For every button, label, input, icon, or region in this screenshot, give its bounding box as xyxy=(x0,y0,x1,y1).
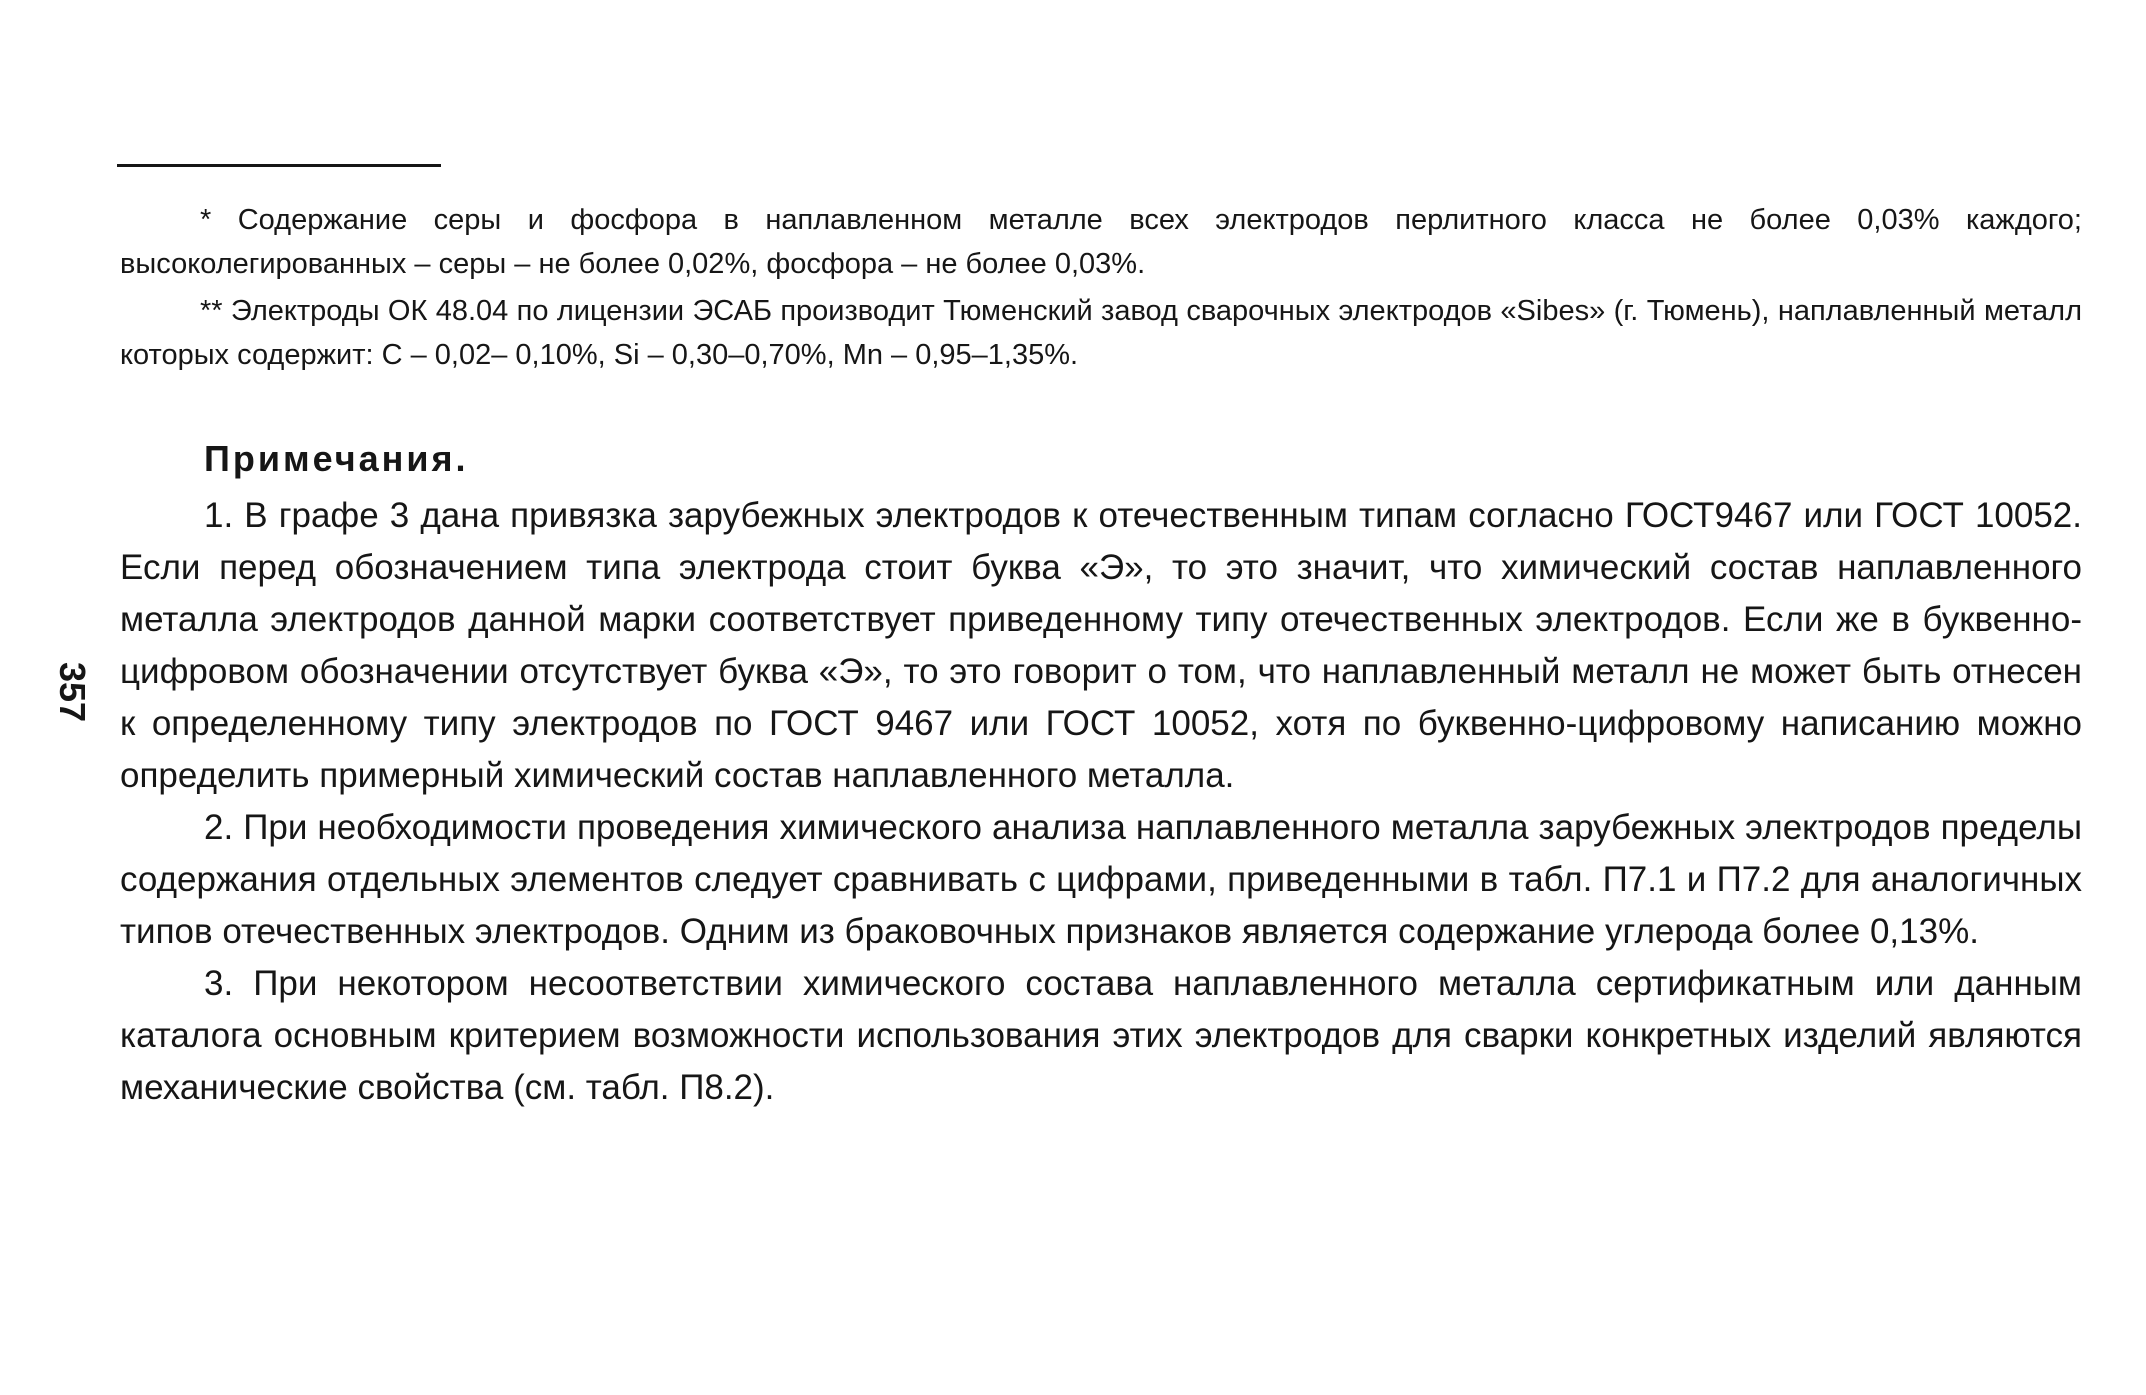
footnote-separator-rule xyxy=(117,164,441,167)
footnote-ok-48-04-electrodes: ** Электроды ОК 48.04 по лицензии ЭСАБ производит Тюменский завод сварочных электродов «Sibes» (г. Тюмень), наплавленный металл которых содержит: С – 0,02– 0,10%, Si – 0,30–0,70%, Mn – 0,95–1,35%. xyxy=(120,295,2082,371)
note-item-1: 1. В графе 3 дана привязка зарубежных электродов к отечественным типам согласно ГОСТ9467 или ГОСТ 10052. Если перед обозначением типа электрода стоит буква «Э», то это значит, что химический состав наплавленного металла электродов данной марки соответствует приведенному типу отечественных электродов. Если же в буквенно-цифровом обозначении отсутствует буква «Э», то это говорит о том, что наплавленный металл не может быть отнесен к определенному типу электродов по ГОСТ 9467 или ГОСТ 10052, хотя по буквенно-цифровому написанию можно определить примерный химический состав наплавленного металла. xyxy=(120,496,2082,795)
notes-section xyxy=(120,432,2082,1114)
note-item-2: 2. При необходимости проведения химического анализа наплавленного металла зарубежных электродов пределы содержания отдельных элементов следует сравнивать с цифрами, приведенными в табл. П7.1 и П7.2 для аналогичных типов отечественных электродов. Одним из браковочных признаков является содержание углерода более 0,13%. xyxy=(120,808,2082,951)
notes-heading: Примечания. xyxy=(204,438,469,479)
footnotes-block xyxy=(120,198,2082,380)
footnote-sulfur-phosphorus: * Содержание серы и фосфора в наплавленном металле всех электродов перлитного класса не более 0,03% каждого; высоколегированных – серы – не более 0,02%, фосфора – не более 0,03%. xyxy=(120,204,2082,280)
note-item-3: 3. При некотором несоответствии химического состава наплавленного металла сертификатным или данным каталога основным критерием возможности использования этих электродов для сварки конкретных изделий являются механические свойства (см. табл. П8.2). xyxy=(120,964,2082,1107)
page-number: 357 xyxy=(52,661,93,723)
